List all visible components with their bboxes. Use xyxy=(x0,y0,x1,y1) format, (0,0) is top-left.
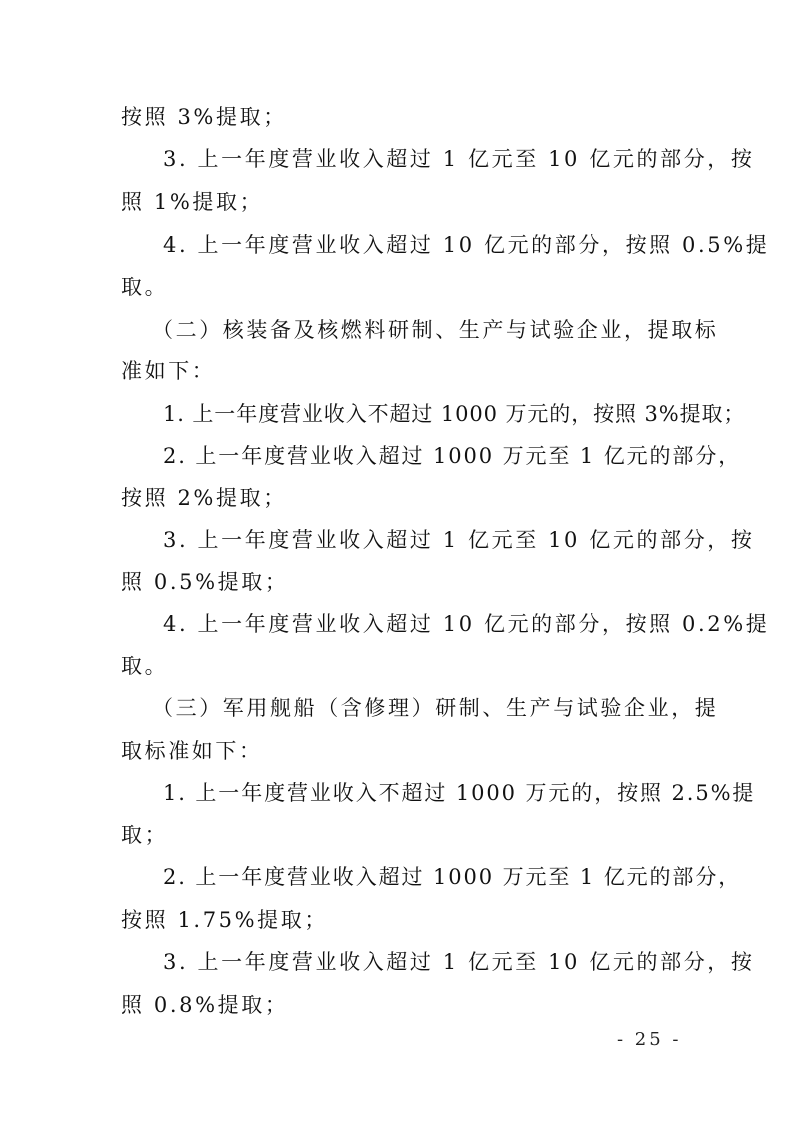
body-line-13: 4. 上一年度营业收入超过 10 亿元的部分，按照 0.2%提 xyxy=(163,612,770,636)
body-line-5: 取。 xyxy=(121,275,169,299)
body-line-4: 4. 上一年度营业收入超过 10 亿元的部分，按照 0.5%提 xyxy=(163,233,770,257)
body-line-1: 按照 3%提取； xyxy=(121,105,287,129)
page-number: - 25 - xyxy=(617,1029,682,1050)
body-line-21: 3. 上一年度营业收入超过 1 亿元至 10 亿元的部分，按 xyxy=(163,950,755,974)
body-line-20: 按照 1.75%提取； xyxy=(121,908,328,932)
body-line-14: 取。 xyxy=(121,654,169,678)
body-line-19: 2. 上一年度营业收入超过 1000 万元至 1 亿元的部分， xyxy=(163,865,742,889)
body-line-17: 1. 上一年度营业收入不超过 1000 万元的，按照 2.5%提 xyxy=(163,781,756,805)
body-line-11: 3. 上一年度营业收入超过 1 亿元至 10 亿元的部分，按 xyxy=(163,528,755,552)
body-line-8: 1. 上一年度营业收入不超过 1000 万元的，按照 3%提取； xyxy=(163,402,746,426)
body-line-2: 3. 上一年度营业收入超过 1 亿元至 10 亿元的部分，按 xyxy=(163,147,755,171)
section-heading-3: （三）军用舰船（含修理）研制、生产与试验企业，提 xyxy=(152,696,719,720)
body-line-22: 照 0.8%提取； xyxy=(121,993,289,1017)
section-heading-2: （二）核装备及核燃料研制、生产与试验企业，提取标 xyxy=(152,318,719,342)
body-line-10: 按照 2%提取； xyxy=(121,486,287,510)
body-line-7: 准如下： xyxy=(121,359,216,383)
body-line-12: 照 0.5%提取； xyxy=(121,570,289,594)
body-line-9: 2. 上一年度营业收入超过 1000 万元至 1 亿元的部分， xyxy=(163,444,742,468)
body-line-18: 取； xyxy=(121,823,169,847)
body-line-16: 取标准如下： xyxy=(121,739,263,763)
body-line-3: 照 1%提取； xyxy=(121,190,264,214)
